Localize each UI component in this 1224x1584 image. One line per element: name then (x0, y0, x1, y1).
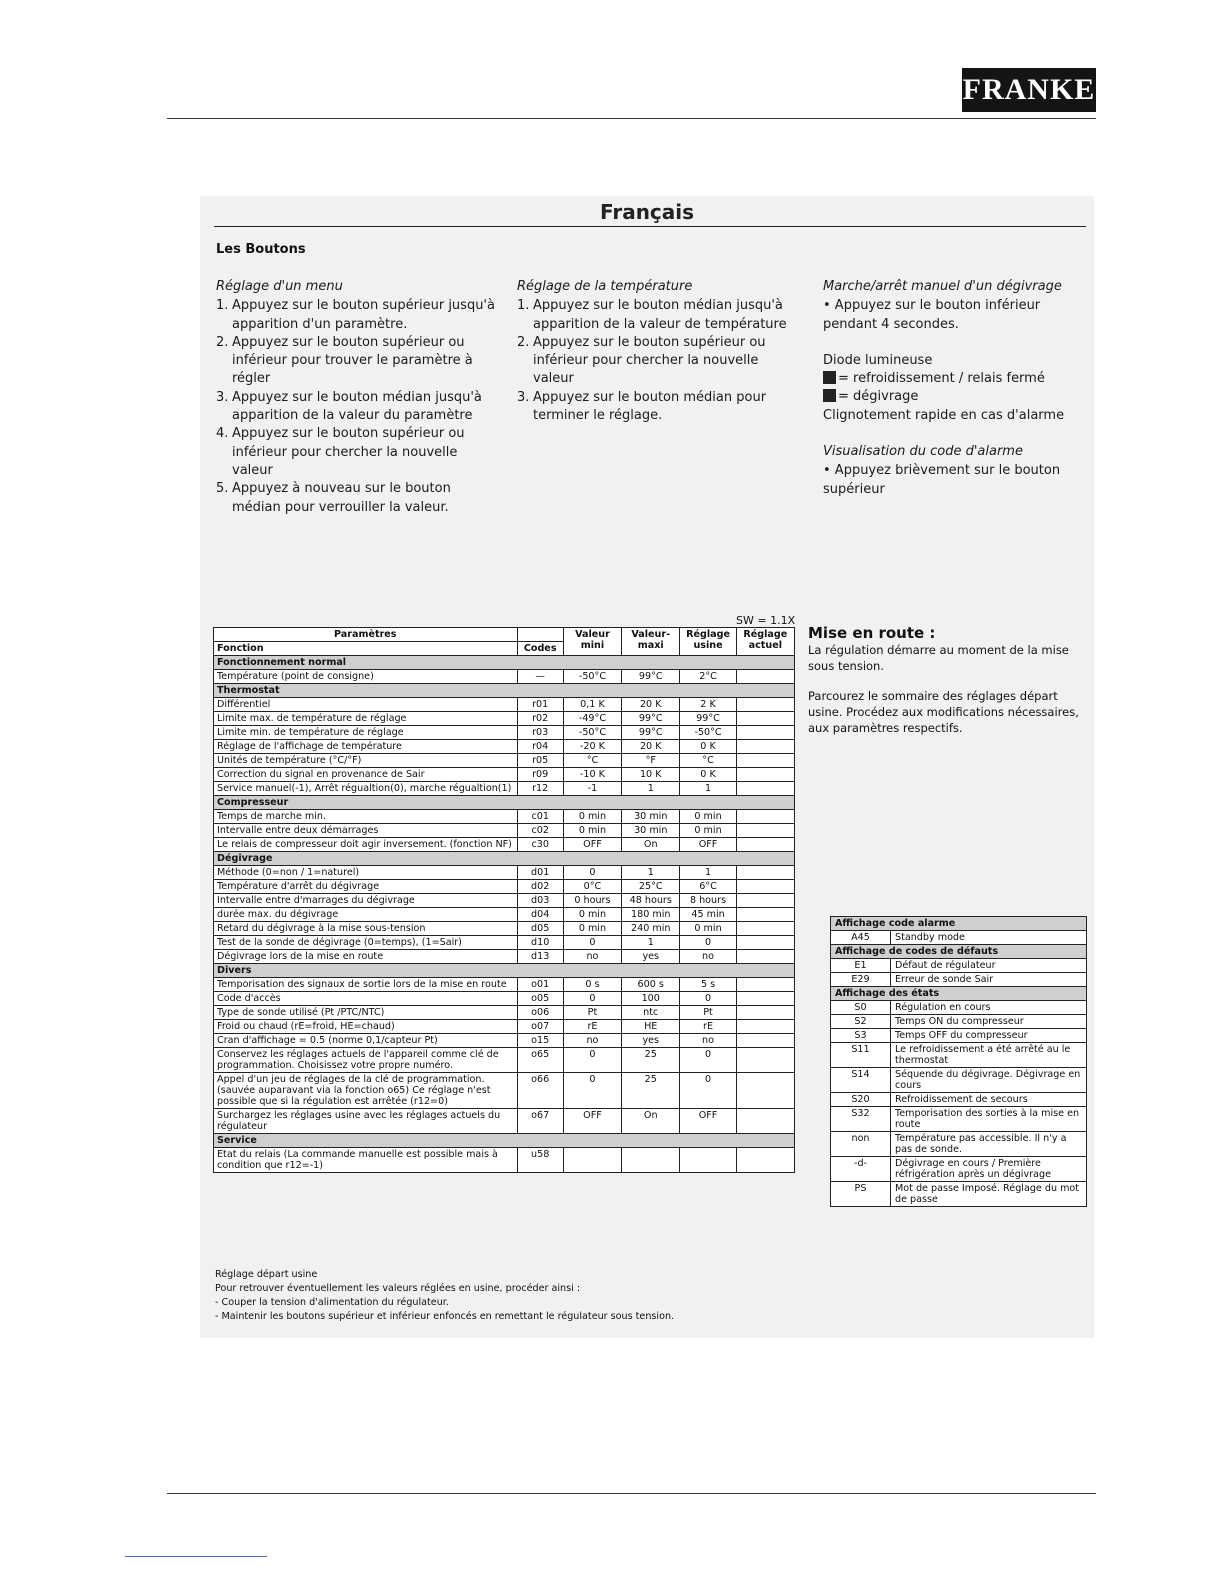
scanned-manual-page (200, 196, 1094, 1338)
table-cell: c02 (517, 824, 563, 838)
table-cell: Froid ou chaud (rE=froid, HE=chaud) (214, 1020, 518, 1034)
table-row (214, 1109, 795, 1134)
alarm-description: Séquende du dégivrage. Dégivrage en cours (891, 1068, 1087, 1093)
table-cell: 45 min (680, 908, 736, 922)
table-cell (736, 936, 794, 950)
temperature-instructions (517, 278, 792, 425)
table-cell: no (680, 1034, 736, 1048)
alarm-code: non (831, 1132, 891, 1157)
table-cell: r09 (517, 768, 563, 782)
table-cell: 0 min (680, 810, 736, 824)
table-cell: Temps de marche min. (214, 810, 518, 824)
table-cell: 0 min (680, 922, 736, 936)
header-actuel: Réglage actuel (736, 628, 794, 656)
table-row (214, 670, 795, 684)
table-cell: On (622, 838, 680, 852)
notes-title: Réglage départ usine (215, 1269, 318, 1280)
table-cell: r04 (517, 740, 563, 754)
led-cooling-icon (823, 371, 836, 384)
table-cell: 0 (680, 1048, 736, 1073)
table-cell: OFF (680, 1109, 736, 1134)
table-row (831, 1043, 1087, 1068)
list-item: 2. Appuyez sur le bouton supérieur ou inférieur pour trouver le paramètre à régler (216, 334, 473, 387)
table-cell: 0 (563, 936, 621, 950)
table-cell: 0 min (563, 810, 621, 824)
software-version: SW = 1.1X (736, 614, 796, 627)
table-cell: no (563, 1034, 621, 1048)
table-cell: Appel d'un jeu de réglages de la clé de programmation. (sauvée auparavant via la fonction o65) Ce réglage n'est possible que si la régulation est arrêtée (r12=0) (214, 1073, 518, 1109)
list-item: 4. Appuyez sur le bouton supérieur ou inférieur pour chercher la nouvelle valeur (216, 426, 465, 478)
table-group-row (214, 1134, 795, 1148)
table-cell: Limite max. de température de réglage (214, 712, 518, 726)
table-cell: Intervalle entre d'marrages du dégivrage (214, 894, 518, 908)
alarm-code: -d- (831, 1157, 891, 1182)
table-cell: o67 (517, 1109, 563, 1134)
table-cell: 0 (680, 992, 736, 1006)
table-row (831, 1093, 1087, 1107)
defrost-text: • Appuyez sur le bouton inférieur pendant 4 secondes. (823, 298, 1041, 332)
table-cell: °C (563, 754, 621, 768)
table-cell: Dégivrage lors de la mise en route (214, 950, 518, 964)
table-cell: — (517, 670, 563, 684)
table-cell: r03 (517, 726, 563, 740)
table-row (831, 1029, 1087, 1043)
group-label: Dégivrage (214, 852, 795, 866)
table-cell: °F (622, 754, 680, 768)
table-cell: Temporisation des signaux de sortie lors de la mise en route (214, 978, 518, 992)
table-row (214, 922, 795, 936)
table-cell: Etat du relais (La commande manuelle est possible mais à condition que r12=-1) (214, 1148, 518, 1173)
alarm-code: PS (831, 1182, 891, 1207)
mise-paragraph: La régulation démarre au moment de la mise sous tension. (808, 643, 1069, 673)
header-maxi: Valeur-maxi (622, 628, 680, 656)
table-row (214, 698, 795, 712)
table-cell: Cran d'affichage = 0.5 (norme 0,1/capteur Pt) (214, 1034, 518, 1048)
table-cell: Température d'arrêt du dégivrage (214, 880, 518, 894)
table-cell: u58 (517, 1148, 563, 1173)
table-cell: 0 s (563, 978, 621, 992)
table-row (214, 1073, 795, 1109)
alarm-code: S20 (831, 1093, 891, 1107)
table-row (831, 1015, 1087, 1029)
table-cell: rE (680, 1020, 736, 1034)
footer-link-underline[interactable] (125, 1556, 267, 1557)
group-label: Fonctionnement normal (214, 656, 795, 670)
list-item: 3. Appuyez sur le bouton médian jusqu'à apparition de la valeur du paramètre (216, 389, 482, 424)
table-cell (736, 894, 794, 908)
table-row (831, 1001, 1087, 1015)
table-cell: o01 (517, 978, 563, 992)
table-group-row (831, 987, 1087, 1001)
table-cell: Pt (680, 1006, 736, 1020)
table-cell (736, 1073, 794, 1109)
table-cell: 30 min (622, 824, 680, 838)
table-cell: o05 (517, 992, 563, 1006)
table-cell: 0 K (680, 768, 736, 782)
table-cell: 99°C (622, 726, 680, 740)
alarm-code: S3 (831, 1029, 891, 1043)
table-cell: 0 min (563, 824, 621, 838)
table-cell (736, 950, 794, 964)
alarm-description: Temporisation des sorties à la mise en route (891, 1107, 1087, 1132)
table-cell: 20 K (622, 740, 680, 754)
table-cell (736, 908, 794, 922)
defrost-and-led-info: Marche/arrêt manuel d'un dégivrage • Appuyez sur le bouton inférieur pendant 4 secondes. Diode lumineuse = refroidissement / relais fermé = dégivrage Clignotement rapide en cas d'alarme Visualisation du code d'alarme • Appuyez brièvement sur le bouton supérieur (823, 278, 1085, 499)
table-cell: OFF (563, 1109, 621, 1134)
table-cell: -49°C (563, 712, 621, 726)
table-group-row (831, 917, 1087, 931)
menu-instructions (216, 278, 501, 517)
table-cell: d01 (517, 866, 563, 880)
table-cell: Surchargez les réglages usine avec les réglages actuels du régulateur (214, 1109, 518, 1134)
table-cell: 0 (680, 1073, 736, 1109)
list-item: 1. Appuyez sur le bouton médian jusqu'à apparition de la valeur de température (517, 298, 787, 332)
table-cell (736, 810, 794, 824)
table-cell: 0 min (563, 922, 621, 936)
table-cell: Code d'accès (214, 992, 518, 1006)
alarm-code: S2 (831, 1015, 891, 1029)
table-cell: 30 min (622, 810, 680, 824)
table-cell: d03 (517, 894, 563, 908)
table-cell: Différentiel (214, 698, 518, 712)
alarm-description: Erreur de sonde Sair (891, 973, 1087, 987)
table-cell: 0 K (680, 740, 736, 754)
table-cell: 0 min (563, 908, 621, 922)
table-cell: 0 (563, 866, 621, 880)
header-usine: Réglage usine (680, 628, 736, 656)
table-cell: 99°C (622, 670, 680, 684)
table-cell: r02 (517, 712, 563, 726)
table-cell: 2°C (680, 670, 736, 684)
table-cell: no (680, 950, 736, 964)
table-cell: 0 (563, 992, 621, 1006)
table-row (214, 908, 795, 922)
table-row (214, 936, 795, 950)
table-cell: 6°C (680, 880, 736, 894)
notes-line: - Maintenir les boutons supérieur et inférieur enfoncés en remettant le régulateur sous tension. (215, 1311, 675, 1322)
table-group-row (831, 945, 1087, 959)
title-rule (214, 226, 1086, 227)
table-cell: r05 (517, 754, 563, 768)
table-row (214, 810, 795, 824)
table-row (831, 1107, 1087, 1132)
table-cell: 10 K (622, 768, 680, 782)
table-row (831, 931, 1087, 945)
table-cell: durée max. du dégivrage (214, 908, 518, 922)
table-cell (736, 1109, 794, 1134)
header-codes: Codes (517, 642, 563, 656)
table-cell: °C (680, 754, 736, 768)
header-parametres: Paramètres (214, 628, 518, 642)
table-row (214, 992, 795, 1006)
alarm-code: E29 (831, 973, 891, 987)
table-cell: 25 (622, 1073, 680, 1109)
table-cell: o65 (517, 1048, 563, 1073)
table-cell (736, 670, 794, 684)
table-cell: r12 (517, 782, 563, 796)
led-title: Diode lumineuse (823, 352, 933, 368)
table-cell: 1 (680, 782, 736, 796)
table-cell: -50°C (680, 726, 736, 740)
table-cell: yes (622, 1034, 680, 1048)
table-row (214, 754, 795, 768)
alarm-codes-table (830, 916, 1087, 1207)
group-label: Affichage des états (831, 987, 1087, 1001)
footer-rule (167, 1493, 1096, 1494)
alarm-description: Dégivrage en cours / Première réfrigération après un dégivrage (891, 1157, 1087, 1182)
table-cell: rE (563, 1020, 621, 1034)
table-group-row (214, 684, 795, 698)
header-rule (167, 118, 1096, 119)
table-cell: Service manuel(-1), Arrêt régualtion(0), marche régualtion(1) (214, 782, 518, 796)
group-label: Affichage code alarme (831, 917, 1087, 931)
table-cell (563, 1148, 621, 1173)
table-row (214, 866, 795, 880)
table-group-row (214, 964, 795, 978)
table-cell: 8 hours (680, 894, 736, 908)
table-row (214, 1048, 795, 1073)
alarm-view-title: Visualisation du code d'alarme (823, 444, 1023, 460)
list-item: 2. Appuyez sur le bouton supérieur ou inférieur pour chercher la nouvelle valeur (517, 334, 766, 387)
table-row (214, 1006, 795, 1020)
table-cell (736, 866, 794, 880)
table-row (214, 1034, 795, 1048)
alarm-code: A45 (831, 931, 891, 945)
table-row (214, 712, 795, 726)
list-item: 1. Appuyez sur le bouton supérieur jusqu'à apparition d'un paramètre. (216, 298, 495, 332)
table-cell: 1 (622, 866, 680, 880)
notes-line: - Couper la tension d'alimentation du régulateur. (215, 1297, 449, 1308)
table-cell: -10 K (563, 768, 621, 782)
group-label: Compresseur (214, 796, 795, 810)
table-cell: c01 (517, 810, 563, 824)
table-row (214, 726, 795, 740)
table-row (214, 768, 795, 782)
table-cell: OFF (563, 838, 621, 852)
table-cell: 240 min (622, 922, 680, 936)
table-cell: 25°C (622, 880, 680, 894)
table-row (214, 894, 795, 908)
table-cell: 0 (563, 1048, 621, 1073)
table-cell: Correction du signal en provenance de Sair (214, 768, 518, 782)
alarm-code: S0 (831, 1001, 891, 1015)
table-cell: Pt (563, 1006, 621, 1020)
table-row (831, 973, 1087, 987)
table-cell: -20 K (563, 740, 621, 754)
table-cell (736, 880, 794, 894)
led-alarm-text: Clignotement rapide en cas d'alarme (823, 407, 1065, 423)
table-row (214, 782, 795, 796)
table-cell: 0 (563, 1073, 621, 1109)
alarm-description: Temps ON du compresseur (891, 1015, 1087, 1029)
mise-paragraph: Parcourez le sommaire des réglages départ usine. Procédez aux modifications nécessaires, aux paramètres respectifs. (808, 689, 1079, 735)
header-mini: Valeur mini (563, 628, 621, 656)
alarm-description: Temps OFF du compresseur (891, 1029, 1087, 1043)
table-cell: 1 (622, 782, 680, 796)
alarm-description: Régulation en cours (891, 1001, 1087, 1015)
table-cell (736, 1034, 794, 1048)
table-group-row (214, 656, 795, 670)
table-cell (736, 992, 794, 1006)
table-cell (736, 1148, 794, 1173)
alarm-description: Refroidissement de secours (891, 1093, 1087, 1107)
table-cell: Limite min. de température de réglage (214, 726, 518, 740)
table-cell: Retard du dégivrage à la mise sous-tension (214, 922, 518, 936)
table-row (214, 1148, 795, 1173)
table-cell: 99°C (622, 712, 680, 726)
table-cell: -50°C (563, 726, 621, 740)
parameters-table (213, 627, 795, 1173)
table-cell: d10 (517, 936, 563, 950)
defrost-title: Marche/arrêt manuel d'un dégivrage (823, 279, 1062, 294)
alarm-code: S32 (831, 1107, 891, 1132)
alarm-code: S14 (831, 1068, 891, 1093)
table-cell: r01 (517, 698, 563, 712)
table-row (831, 959, 1087, 973)
led-defrost-icon (823, 389, 836, 402)
table-row (214, 1020, 795, 1034)
table-cell: 99°C (680, 712, 736, 726)
table-group-row (214, 796, 795, 810)
group-label: Divers (214, 964, 795, 978)
alarm-description: Le refroidissement a été arrêté au le thermostat (891, 1043, 1087, 1068)
table-cell: o07 (517, 1020, 563, 1034)
table-cell (736, 754, 794, 768)
list-item: 3. Appuyez sur le bouton médian pour terminer le réglage. (517, 389, 767, 424)
table-cell: Réglage de l'affichage de température (214, 740, 518, 754)
parameters-body (214, 656, 795, 1173)
table-row (214, 838, 795, 852)
table-cell: -50°C (563, 670, 621, 684)
alarm-description: Standby mode (891, 931, 1087, 945)
group-label: Affichage de codes de défauts (831, 945, 1087, 959)
table-cell: 5 s (680, 978, 736, 992)
table-cell: o06 (517, 1006, 563, 1020)
alarm-code: S11 (831, 1043, 891, 1068)
table-cell: 1 (680, 866, 736, 880)
table-cell: OFF (680, 838, 736, 852)
table-cell: d04 (517, 908, 563, 922)
table-row (214, 950, 795, 964)
table-cell: 48 hours (622, 894, 680, 908)
table-cell: HE (622, 1020, 680, 1034)
table-row (831, 1182, 1087, 1207)
alarm-description: Température pas accessible. Il n'y a pas de sonde. (891, 1132, 1087, 1157)
franke-logo: FRANKE (962, 68, 1096, 112)
mise-en-route-section (808, 625, 1088, 750)
table-cell: 0 min (680, 824, 736, 838)
table-cell: 100 (622, 992, 680, 1006)
table-cell: 25 (622, 1048, 680, 1073)
table-cell: d13 (517, 950, 563, 964)
menu-title: Réglage d'un menu (216, 279, 343, 294)
table-cell (736, 726, 794, 740)
table-row (214, 880, 795, 894)
alarm-code: E1 (831, 959, 891, 973)
table-cell: 600 s (622, 978, 680, 992)
notes-line: Pour retrouver éventuellement les valeurs réglées en usine, procéder ainsi : (215, 1283, 581, 1294)
alarm-view-text: • Appuyez brièvement sur le bouton supérieur (823, 463, 1061, 497)
table-cell (680, 1148, 736, 1173)
table-cell: no (563, 950, 621, 964)
table-row (831, 1068, 1087, 1093)
alarm-description: Défaut de régulateur (891, 959, 1087, 973)
page-title: Français (599, 200, 695, 224)
table-cell: On (622, 1109, 680, 1134)
table-cell (736, 922, 794, 936)
table-cell (736, 782, 794, 796)
group-label: Service (214, 1134, 795, 1148)
table-cell (736, 1020, 794, 1034)
table-cell: o15 (517, 1034, 563, 1048)
table-cell (622, 1148, 680, 1173)
section-heading-buttons: Les Boutons (216, 242, 306, 257)
table-cell: d05 (517, 922, 563, 936)
table-cell: 0°C (563, 880, 621, 894)
table-cell: Type de sonde utilisé (Pt /PTC/NTC) (214, 1006, 518, 1020)
table-cell (736, 838, 794, 852)
table-cell: d02 (517, 880, 563, 894)
table-cell (736, 978, 794, 992)
list-item: 5. Appuyez à nouveau sur le bouton médian pour verrouiller la valeur. (216, 481, 451, 515)
table-cell: 20 K (622, 698, 680, 712)
table-row (831, 1132, 1087, 1157)
table-cell: yes (622, 950, 680, 964)
table-cell: 180 min (622, 908, 680, 922)
table-row (214, 740, 795, 754)
table-cell (736, 768, 794, 782)
table-cell: Température (point de consigne) (214, 670, 518, 684)
table-cell: 2 K (680, 698, 736, 712)
table-cell: 1 (622, 936, 680, 950)
table-cell (736, 698, 794, 712)
table-cell: Test de la sonde de dégivrage (0=temps), (1=Sair) (214, 936, 518, 950)
table-group-row (214, 852, 795, 866)
table-cell (736, 712, 794, 726)
temperature-title: Réglage de la température (517, 279, 693, 294)
factory-reset-notes (215, 1268, 1075, 1324)
header-fonction: Fonction (214, 642, 518, 656)
table-cell: Méthode (0=non / 1=naturel) (214, 866, 518, 880)
table-cell: -1 (563, 782, 621, 796)
table-cell: Le relais de compresseur doit agir inversement. (fonction NF) (214, 838, 518, 852)
table-row (214, 978, 795, 992)
table-cell: 0 (680, 936, 736, 950)
table-row (831, 1157, 1087, 1182)
table-cell (736, 824, 794, 838)
table-cell (736, 740, 794, 754)
table-cell: c30 (517, 838, 563, 852)
table-cell: 0 hours (563, 894, 621, 908)
table-cell: 0,1 K (563, 698, 621, 712)
alarm-description: Mot de passe Imposé. Réglage du mot de passe (891, 1182, 1087, 1207)
table-cell: Conservez les réglages actuels de l'appareil comme clé de programmation. Choisissez votre propre numéro. (214, 1048, 518, 1073)
group-label: Thermostat (214, 684, 795, 698)
table-cell: o66 (517, 1073, 563, 1109)
table-cell: Intervalle entre deux démarrages (214, 824, 518, 838)
table-row (214, 824, 795, 838)
table-cell (736, 1006, 794, 1020)
table-cell: ntc (622, 1006, 680, 1020)
table-cell: Unités de température (°C/°F) (214, 754, 518, 768)
table-cell (736, 1048, 794, 1073)
mise-title: Mise en route : (808, 624, 936, 642)
